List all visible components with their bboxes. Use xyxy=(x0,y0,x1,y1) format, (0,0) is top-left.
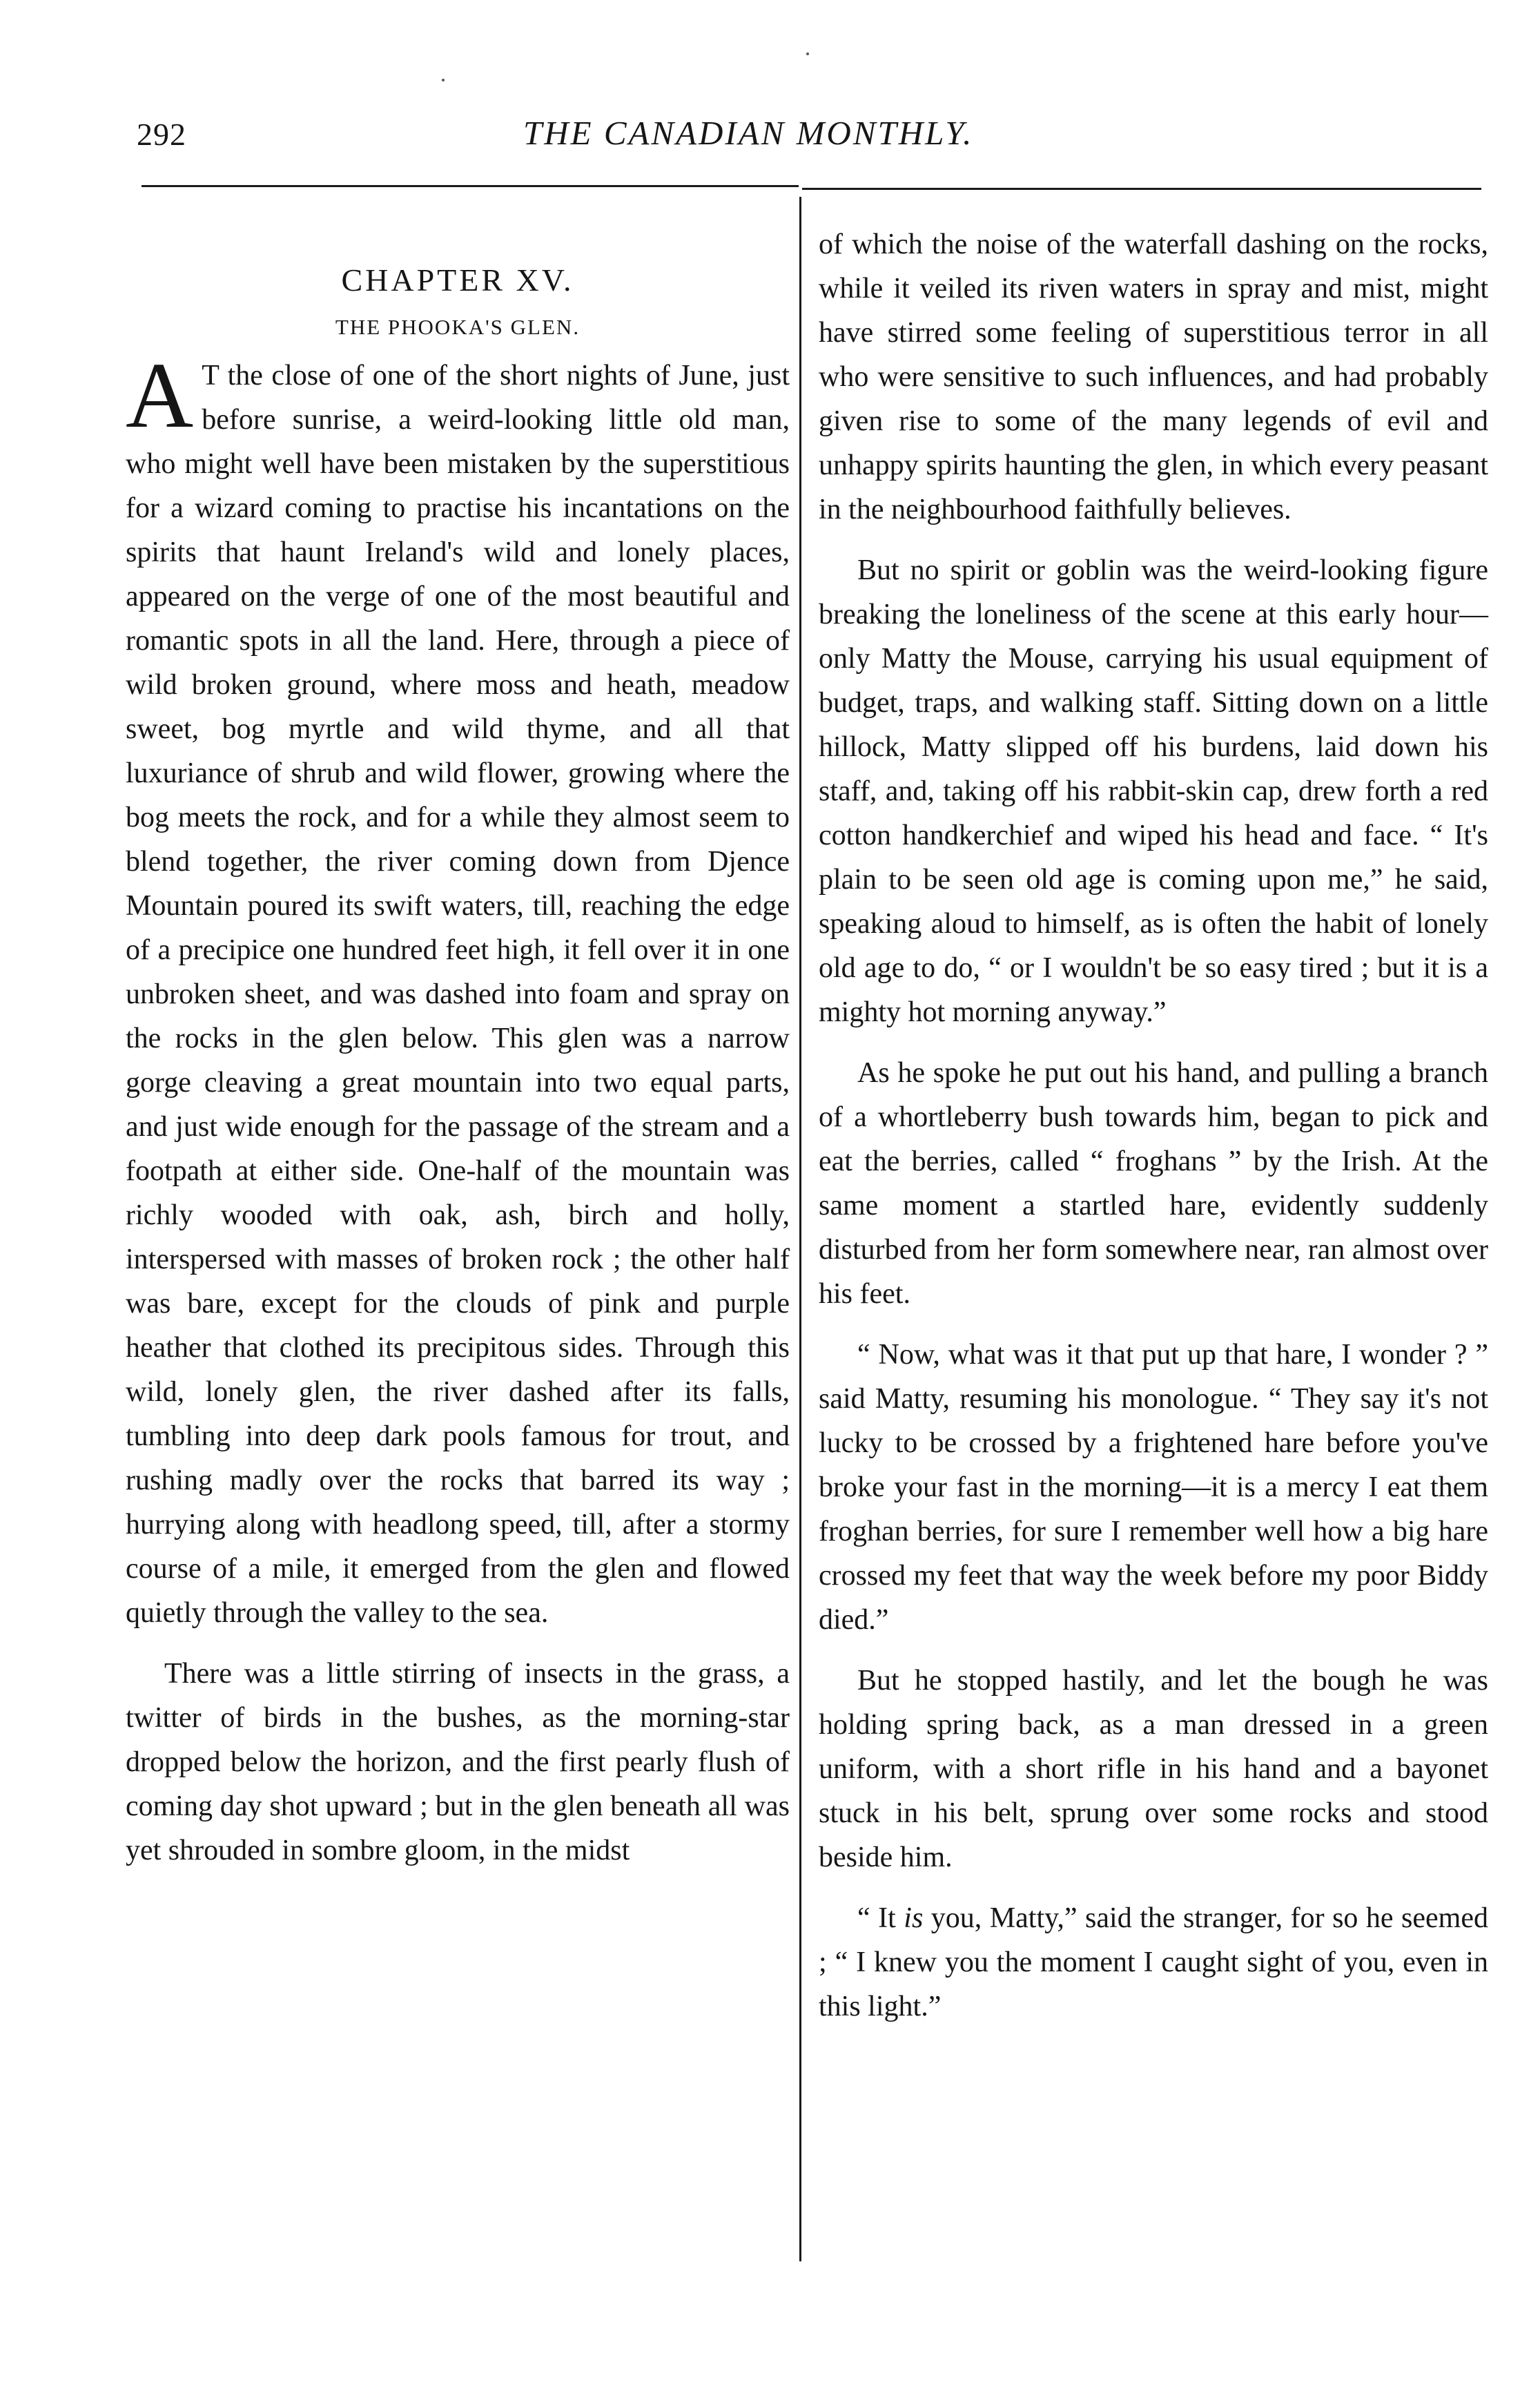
paragraph: There was a little stirring of insects in the grass, a twitter of birds in the bushes, as the morning-star dropped below the horizon, and the first pearly flush of coming day shot upward ; but in the glen beneath all was yet shrouded in sombre gloom, in the midst xyxy=(126,1658,790,1866)
paragraph: “ Now, what was it that put up that hare, I wonder ? ” said Matty, resuming his monologue. “ They say it's not lucky to be crossed by a frightened hare before you've broke your fast in the morning—it is a mercy I eat them froghan berries, for sure I remember well how a big hare crossed my feet that way the week before my poor Biddy died.” xyxy=(819,1339,1488,1636)
paragraph: As he spoke he put out his hand, and pulling a branch of a whortleberry bush towards him, began to pick and eat the berries, called “ froghans ” by the Irish. At the same moment a startled hare, evidently suddenly disturbed from her form somewhere near, ran almost over his feet. xyxy=(819,1057,1488,1310)
page-number: 292 xyxy=(137,117,186,152)
print-speck xyxy=(442,79,445,81)
chapter-subtitle: THE PHOOKA'S GLEN. xyxy=(335,315,581,339)
paragraph: But no spirit or goblin was the weird-looking figure breaking the loneliness of the scene at this early hour—only Matty the Mouse, carrying his usual equipment of budget, traps, and walking staff. Sitting down on a little hillock, Matty slipped off his burdens, laid down his staff, and, taking off his rabbit-skin cap, drew forth a red cotton handkerchief and wiped his head and face. “ It's plain to be seen old age is coming upon me,” he said, speaking aloud to himself, as is often the habit of lonely old age to do, “ or I wouldn't be so easy tired ; but it is a mighty hot morning anyway.” xyxy=(819,554,1488,1028)
paragraph-text: T the close of one of the short nights of June, just before sunrise, a weird-looking little old man, who might well have been mistaken by the superstitious for a wizard coming to practise his incantations on the spirits that haunt Ireland's wild and lonely places, appeared on the verge of one of the most beautiful and romantic spots in all the land. Here, through a piece of wild broken ground, where moss and heath, meadow sweet, bog myrtle and wild thyme, and all that luxuriance of shrub and wild flower, growing where the bog meets the rock, and for a while they almost seem to blend together, the river coming down from Djence Mountain poured its swift waters, till, reaching the edge of a precipice one hundred feet high, it fell over it in one unbroken sheet, and was dashed into foam and spray on the rocks in the glen below. This glen was a narrow gorge cleaving a great mountain into two equal parts, and just wide enough for the passage of the stream and a footpath at either side. One-half of the mountain was richly wooded with oak, ash, birch and holly, interspersed with masses of broken rock ; the other half was bare, except for the clouds of pink and purple heather that clothed its precipitous sides. Through this wild, lonely glen, the river dashed after its falls, tumbling into deep dark pools famous for trout, and rushing madly over the rocks that barred its way ; hurrying along with headlong speed, till, after a stormy course of a mile, it emerged from the glen and flowed quietly through the valley to the sea. xyxy=(126,360,790,1629)
right-column xyxy=(819,222,1488,2029)
print-speck xyxy=(806,52,809,55)
paragraph-text: you, Matty,” said the stranger, for so he seemed ; “ I knew you the moment I caught sight of you, even in this light.” xyxy=(819,1902,1488,2022)
chapter-heading: CHAPTER XV. xyxy=(341,262,574,298)
column-divider xyxy=(799,197,801,2261)
drop-cap: A xyxy=(126,344,194,447)
page-header xyxy=(137,116,1486,164)
emphasis: is xyxy=(904,1902,924,1934)
left-column xyxy=(126,222,790,1873)
running-title: THE CANADIAN MONTHLY. xyxy=(523,114,974,152)
header-rule-right xyxy=(802,188,1481,190)
header-rule-left xyxy=(142,185,799,187)
paragraph: of which the noise of the waterfall dashing on the rocks, while it veiled its riven waters in spray and mist, might have stirred some feeling of superstitious terror in all who were sensitive to such influences, and had probably given rise to some of the many legends of evil and unhappy spirits haunting the glen, in which every peasant in the neighbourhood faithfully believes. xyxy=(819,229,1488,525)
paragraph: But he stopped hastily, and let the bough he was holding spring back, as a man dressed in a green uniform, with a short rifle in his hand and a bayonet stuck in his belt, sprung over some rocks and stood beside him. xyxy=(819,1665,1488,1873)
paragraph xyxy=(126,344,790,1635)
paragraph-text: “ It xyxy=(857,1902,904,1934)
paragraph xyxy=(819,1896,1488,2029)
